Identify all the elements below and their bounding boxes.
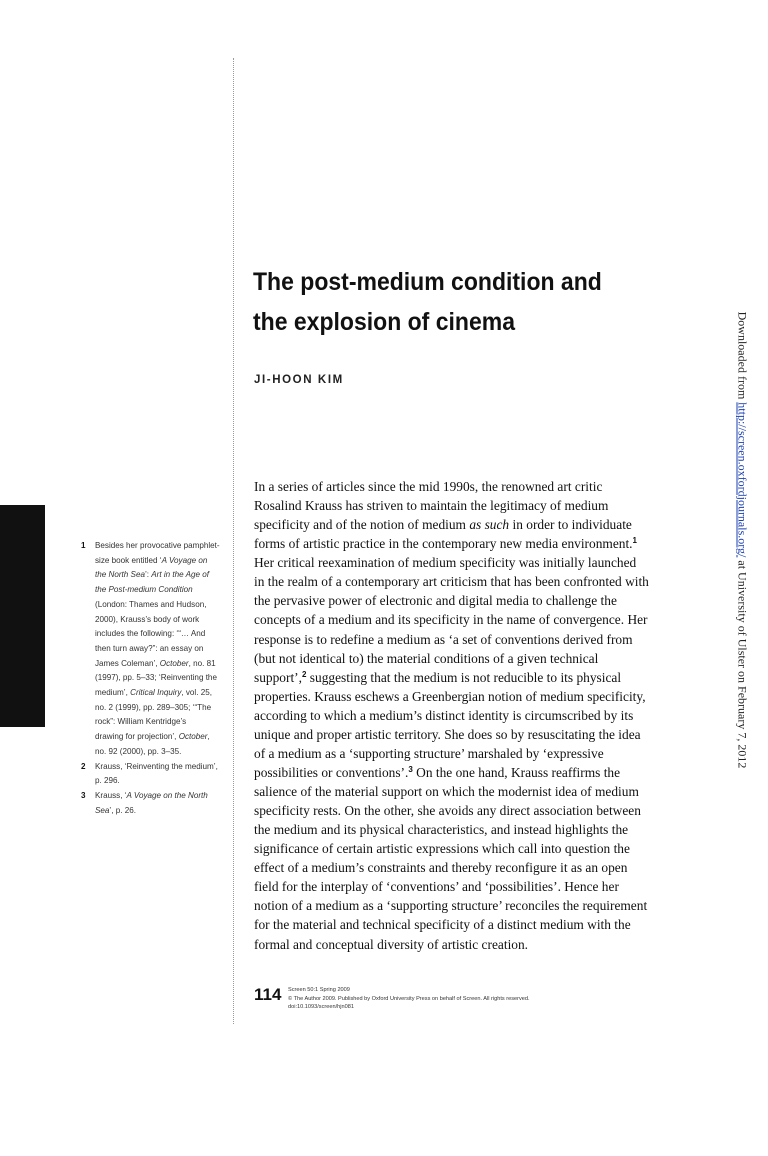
body-line: [254, 706, 694, 725]
body-line: [254, 553, 694, 572]
footnote-text: ’, p. 26.: [109, 805, 136, 815]
footnote-line: [95, 774, 228, 789]
body-line: [254, 668, 694, 687]
footnote-line: [95, 671, 228, 686]
footnote-italic: October: [178, 732, 208, 742]
footnote-text: then turn away?”: an essay on: [95, 643, 204, 653]
body-line: [254, 610, 694, 629]
body-text-run: the pervasive power of electronic and digital media to challenge the: [254, 593, 617, 609]
footnotes: [78, 539, 228, 818]
body-text-italic: as such: [469, 517, 510, 533]
footnote-text: Krauss, ‘: [95, 790, 127, 800]
margin-dotted-rule: [233, 58, 234, 1024]
body-line: [254, 649, 694, 668]
body-text-run: support’,: [254, 669, 302, 685]
footnote-line: [95, 627, 228, 642]
body-text-run: according to which a medium’s distinct identity is circumscribed by its: [254, 707, 634, 723]
body-text-run: specificity and of the notion of medium: [254, 517, 470, 533]
body-text-run: concepts of a medium and its specificity in the name of convergence. Her: [254, 612, 648, 628]
body-line: [254, 687, 694, 706]
title-line: The post-medium condition and: [253, 268, 602, 296]
footnote-text: , no. 81: [188, 658, 216, 668]
body-text: [254, 477, 694, 954]
footnote-italic: the North Sea: [95, 570, 145, 580]
footnote-italic: A Voyage on: [161, 555, 208, 565]
download-note-prefix: Downloaded from: [735, 311, 750, 403]
footnote-text: (1997), pp. 5–33; ‘Reinventing the: [95, 673, 217, 683]
footnote-italic: October: [159, 658, 189, 668]
footnote-italic: Art in the Age of: [151, 570, 209, 580]
body-line: [254, 801, 694, 820]
footnote-line: [95, 760, 228, 775]
footnote-text: ,: [207, 732, 210, 742]
body-line: [254, 725, 694, 744]
footnote: [78, 760, 228, 789]
footnote-italic: Critical Inquiry: [130, 688, 182, 698]
footnote-text: medium’,: [95, 688, 131, 698]
footnote-text: Krauss, ‘Reinventing the medium’,: [95, 761, 218, 771]
body-text-run: possibilities or conventions’.: [254, 764, 409, 780]
footnote-text: ’:: [144, 570, 152, 580]
body-text-run: formal and conceptual diversity of artistic creation.: [254, 936, 529, 952]
body-text-run: properties. Krauss eschews a Greenbergian notion of medium specificity,: [254, 688, 646, 704]
footnote-line: [95, 539, 228, 554]
body-text-run: of a medium as a ‘supporting structure’ marshaled by ‘expressive: [254, 745, 604, 761]
footnote-text: drawing for projection’,: [95, 732, 179, 742]
body-text-run: In a series of articles since the mid 1990s, the renowned art critic: [254, 479, 603, 494]
body-line: [254, 820, 694, 839]
journal-link[interactable]: http://screen.oxfordjournals.org/: [735, 402, 750, 558]
download-note-suffix: at University of Ulster on February 7, 2012: [735, 557, 750, 769]
copyright-line: © The Author 2009. Published by Oxford University Press on behalf of Screen. All rights reserved.: [288, 995, 530, 1002]
body-line: [254, 839, 694, 858]
body-text-run: (but not identical to) the material conditions of a given technical: [254, 650, 599, 666]
footnote-line: [95, 613, 228, 628]
body-line: [254, 477, 694, 496]
footnote-text: James Coleman’,: [95, 658, 160, 668]
footnote-text: no. 2 (1999), pp. 289–305; ‘“The: [95, 702, 212, 712]
body-text-run: for the material and technical specificity of a distinct medium with the: [254, 917, 631, 933]
body-text-run: in the realm of a contemporary art criticism that has been confronted with: [254, 574, 649, 590]
body-text-run: specificity rests. On the other, she avoids any direct association between: [254, 803, 641, 819]
body-text-run: in order to individuate: [509, 517, 632, 533]
footnote-text: includes the following: ‘“… And: [95, 629, 206, 639]
footnote-text: no. 92 (2000), pp. 3–35.: [95, 746, 182, 756]
body-text-run: response is to redefine a medium as ‘a set of conventions derived from: [254, 631, 633, 647]
footnote-line: [95, 583, 228, 598]
body-line: [254, 744, 694, 763]
footnote-text: , vol. 25,: [181, 688, 212, 698]
footnote-number: 2: [81, 761, 86, 771]
footnote-italic: Sea: [95, 805, 110, 815]
footnote-marker: 2: [301, 669, 307, 679]
body-line: [254, 915, 694, 934]
footnote-italic: A Voyage on the North: [126, 790, 208, 800]
footnote-line: [95, 745, 228, 760]
body-line: [254, 496, 694, 515]
body-line: [254, 896, 694, 915]
footnote-line: [95, 715, 228, 730]
page-number: 114: [254, 985, 282, 1004]
part-tab: [0, 505, 45, 1156]
footnote-line: [95, 554, 228, 569]
footnote-line: [95, 642, 228, 657]
body-text-run: notion of a medium as a ‘supporting structure’ reconciles the requirement: [254, 898, 648, 914]
article-author: JI-HOON KIM: [254, 374, 344, 386]
body-text-run: unique and proper artistic territory. She does so by resuscitating the idea: [254, 726, 641, 742]
footnote: [78, 539, 228, 760]
footnote-line: [95, 701, 228, 716]
footnote-line: [95, 686, 228, 701]
footnote-text: p. 296.: [95, 776, 120, 786]
footnote-italic: the Post-medium Condition: [95, 585, 193, 595]
footnote-text: Besides her provocative pamphlet-: [95, 541, 220, 550]
article-title: [253, 262, 639, 342]
journal-issue: Screen 50:1 Spring 2009: [288, 987, 350, 993]
footnote-line: [95, 657, 228, 672]
body-text-run: the medium and its physical characteristics, and instead highlights the: [254, 822, 629, 838]
doi-line: doi:10.1093/screen/hjn081: [288, 1004, 354, 1011]
body-line: [254, 935, 694, 954]
title-line: the explosion of cinema: [253, 308, 515, 336]
footnote-line: [95, 789, 228, 804]
part-label: Part 3: [8, 1086, 35, 1156]
footnote-text: rock”: William Kentridge’s: [95, 717, 187, 727]
body-text-run: Rosalind Krauss has striven to maintain the legitimacy of medium: [254, 498, 609, 514]
body-text-run: Her critical reexamination of medium specificity was initially launched: [254, 555, 637, 571]
body-text-run: effect of a medium’s constraints and thereby reconfigure it as an open: [254, 860, 628, 876]
footnote-line: [95, 568, 228, 583]
footnote-text: (London: Thames and Hudson,: [95, 599, 207, 609]
footnote-number: 1: [81, 541, 86, 550]
body-text-run: On the one hand, Krauss reaffirms the: [412, 764, 621, 780]
body-text-run: field for the interplay of ‘conventions’ and ‘possibilities’. Hence her: [254, 879, 619, 895]
body-line: [254, 782, 694, 801]
footnote-marker: 3: [408, 764, 413, 774]
body-line: [254, 515, 694, 534]
body-line: [254, 858, 694, 877]
body-line: [254, 630, 694, 649]
footnote-text: size book entitled ‘: [95, 555, 162, 565]
body-line: [254, 572, 694, 591]
download-note: [735, 312, 750, 769]
body-text-run: forms of artistic practice in the contemporary new media environment.: [254, 536, 633, 552]
footnote-line: [95, 804, 228, 819]
footnote-text: 2000), Krauss’s body of work: [95, 614, 200, 624]
footnote-line: [95, 598, 228, 613]
footnote: [78, 789, 228, 818]
body-line: [254, 534, 694, 553]
footnote-line: [95, 730, 228, 745]
footnote-number: 3: [81, 790, 86, 800]
body-text-run: significance of certain artistic expressions which call into question the: [254, 841, 630, 857]
body-line: [254, 591, 694, 610]
footnote-marker: 1: [632, 536, 637, 546]
body-line: [254, 763, 694, 782]
body-line: [254, 877, 694, 896]
body-text-run: salience of the material support on which the modernist idea of medium: [254, 784, 639, 799]
body-text-run: suggesting that the medium is not reducible to its physical: [306, 669, 622, 685]
journal-meta: [288, 986, 530, 1012]
